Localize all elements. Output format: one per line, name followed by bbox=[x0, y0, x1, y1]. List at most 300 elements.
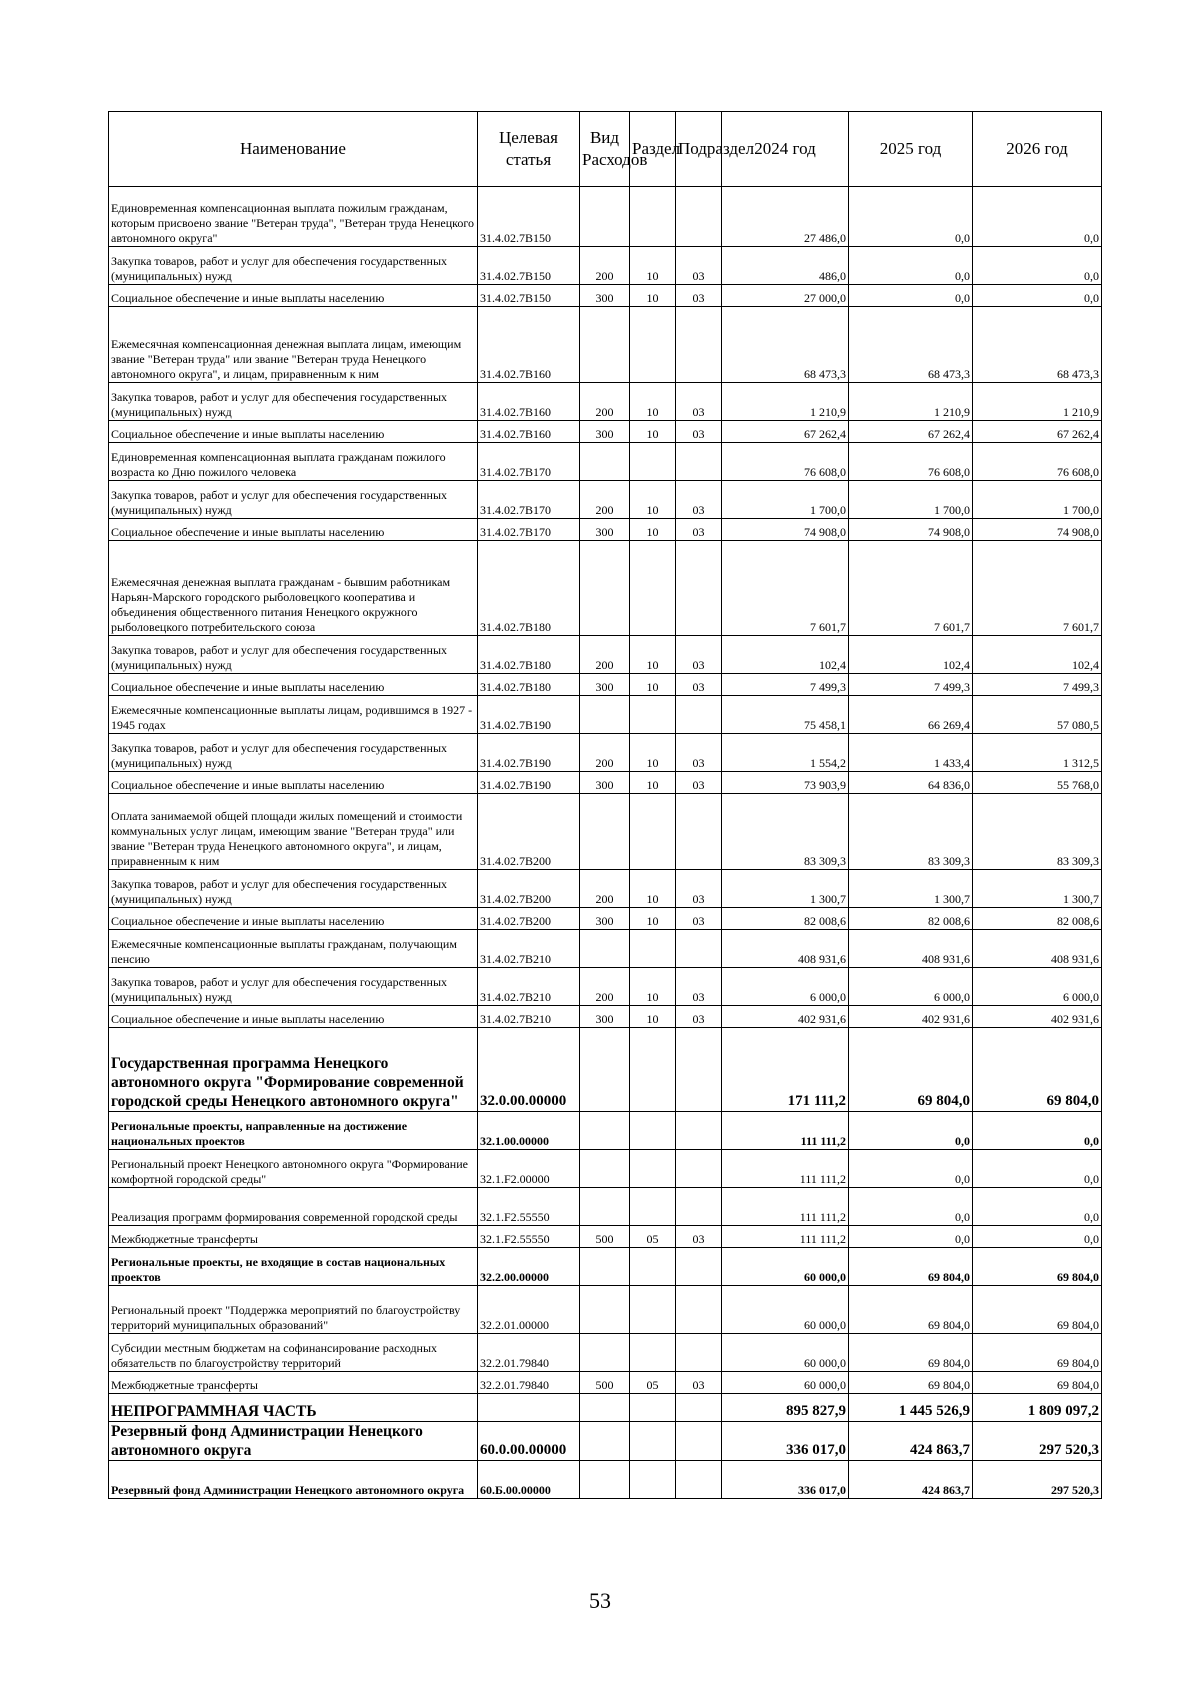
row-name: Региональные проекты, направленные на достижение национальных проектов bbox=[109, 1112, 478, 1150]
row-amount-2024: 171 111,2 bbox=[722, 1028, 849, 1112]
row-amount-2024: 60 000,0 bbox=[722, 1248, 849, 1286]
table-row bbox=[109, 541, 1102, 636]
table-row bbox=[109, 187, 1102, 247]
row-section: 10 bbox=[630, 285, 676, 307]
row-amount-2024: 1 700,0 bbox=[722, 481, 849, 519]
row-target-code: 32.1.F2.55550 bbox=[478, 1188, 580, 1226]
row-subsection bbox=[676, 1150, 722, 1188]
table-row bbox=[109, 1248, 1102, 1286]
row-target-code: 32.1.00.00000 bbox=[478, 1112, 580, 1150]
row-amount-2026: 69 804,0 bbox=[973, 1028, 1102, 1112]
table-row bbox=[109, 519, 1102, 541]
row-name: Ежемесячные компенсационные выплаты лицам, родившимся в 1927 - 1945 годах bbox=[109, 696, 478, 734]
row-name: Единовременная компенсационная выплата пожилым гражданам, которым присвоено звание "Ветеран труда", "Ветеран труда Ненецкого автономного округа" bbox=[109, 187, 478, 247]
row-expense-type bbox=[580, 187, 630, 247]
row-amount-2025: 7 601,7 bbox=[849, 541, 973, 636]
table-row bbox=[109, 636, 1102, 674]
row-subsection bbox=[676, 187, 722, 247]
header-year-2024: 2024 год bbox=[722, 112, 849, 187]
row-subsection: 03 bbox=[676, 674, 722, 696]
row-subsection: 03 bbox=[676, 772, 722, 794]
row-amount-2025: 0,0 bbox=[849, 285, 973, 307]
row-amount-2024: 1 300,7 bbox=[722, 870, 849, 908]
row-section bbox=[630, 1150, 676, 1188]
table-body bbox=[109, 187, 1102, 1499]
row-name: Закупка товаров, работ и услуг для обеспечения государственных (муниципальных) нужд bbox=[109, 870, 478, 908]
row-section bbox=[630, 187, 676, 247]
row-subsection: 03 bbox=[676, 870, 722, 908]
row-expense-type bbox=[580, 1334, 630, 1372]
row-amount-2024: 111 111,2 bbox=[722, 1150, 849, 1188]
row-expense-type bbox=[580, 1028, 630, 1112]
row-name: Социальное обеспечение и иные выплаты населению bbox=[109, 772, 478, 794]
row-amount-2026: 69 804,0 bbox=[973, 1372, 1102, 1394]
row-amount-2025: 7 499,3 bbox=[849, 674, 973, 696]
row-amount-2025: 402 931,6 bbox=[849, 1006, 973, 1028]
row-amount-2024: 111 111,2 bbox=[722, 1112, 849, 1150]
row-name: Социальное обеспечение и иные выплаты населению bbox=[109, 1006, 478, 1028]
row-amount-2025: 1 700,0 bbox=[849, 481, 973, 519]
row-expense-type: 500 bbox=[580, 1372, 630, 1394]
header-section: Раздел bbox=[630, 112, 676, 187]
row-expense-type: 200 bbox=[580, 968, 630, 1006]
row-amount-2025: 424 863,7 bbox=[849, 1461, 973, 1499]
row-amount-2026: 1 700,0 bbox=[973, 481, 1102, 519]
row-subsection: 03 bbox=[676, 1372, 722, 1394]
row-target-code: 31.4.02.7В190 bbox=[478, 696, 580, 734]
row-amount-2024: 27 486,0 bbox=[722, 187, 849, 247]
header-year-2026: 2026 год bbox=[973, 112, 1102, 187]
row-amount-2026: 82 008,6 bbox=[973, 908, 1102, 930]
row-target-code: 32.2.01.00000 bbox=[478, 1286, 580, 1334]
table-row bbox=[109, 307, 1102, 383]
row-expense-type bbox=[580, 930, 630, 968]
row-name: Ежемесячная компенсационная денежная выплата лицам, имеющим звание "Ветеран труда" или звание "Ветеран труда Ненецкого автономного округа", и лицам, приравненным к ним bbox=[109, 307, 478, 383]
row-section: 10 bbox=[630, 674, 676, 696]
table-row bbox=[109, 247, 1102, 285]
row-name: Социальное обеспечение и иные выплаты населению bbox=[109, 674, 478, 696]
row-name: Закупка товаров, работ и услуг для обеспечения государственных (муниципальных) нужд bbox=[109, 383, 478, 421]
row-subsection: 03 bbox=[676, 968, 722, 1006]
row-name: Социальное обеспечение и иные выплаты населению bbox=[109, 908, 478, 930]
row-amount-2024: 60 000,0 bbox=[722, 1334, 849, 1372]
row-subsection bbox=[676, 1112, 722, 1150]
row-expense-type bbox=[580, 1112, 630, 1150]
row-subsection bbox=[676, 1286, 722, 1334]
row-amount-2024: 76 608,0 bbox=[722, 443, 849, 481]
row-name: Региональный проект "Поддержка мероприятий по благоустройству территорий муниципальных образований" bbox=[109, 1286, 478, 1334]
table-row bbox=[109, 481, 1102, 519]
row-expense-type: 200 bbox=[580, 481, 630, 519]
row-amount-2026: 74 908,0 bbox=[973, 519, 1102, 541]
row-subsection: 03 bbox=[676, 519, 722, 541]
row-amount-2026: 69 804,0 bbox=[973, 1286, 1102, 1334]
table-row bbox=[109, 1006, 1102, 1028]
table-row bbox=[109, 1461, 1102, 1499]
row-name: Оплата занимаемой общей площади жилых помещений и стоимости коммунальных услуг лицам, имеющим звание "Ветеран труда" или звание "Ветеран труда Ненецкого автономного округа", и лицам, приравненным к ним bbox=[109, 794, 478, 870]
row-section bbox=[630, 1028, 676, 1112]
row-amount-2024: 486,0 bbox=[722, 247, 849, 285]
table-row bbox=[109, 1112, 1102, 1150]
row-section: 10 bbox=[630, 383, 676, 421]
row-subsection bbox=[676, 1394, 722, 1422]
table-row bbox=[109, 696, 1102, 734]
row-section: 10 bbox=[630, 908, 676, 930]
row-name: Закупка товаров, работ и услуг для обеспечения государственных (муниципальных) нужд bbox=[109, 968, 478, 1006]
row-target-code: 31.4.02.7В190 bbox=[478, 772, 580, 794]
table-header-row bbox=[109, 112, 1102, 187]
row-expense-type: 300 bbox=[580, 1006, 630, 1028]
row-section: 10 bbox=[630, 519, 676, 541]
row-expense-type bbox=[580, 696, 630, 734]
row-section: 10 bbox=[630, 481, 676, 519]
row-amount-2026: 0,0 bbox=[973, 285, 1102, 307]
row-name: Закупка товаров, работ и услуг для обеспечения государственных (муниципальных) нужд bbox=[109, 481, 478, 519]
table-row bbox=[109, 772, 1102, 794]
row-expense-type bbox=[580, 1248, 630, 1286]
row-amount-2024: 336 017,0 bbox=[722, 1422, 849, 1461]
row-amount-2025: 1 210,9 bbox=[849, 383, 973, 421]
row-subsection: 03 bbox=[676, 1226, 722, 1248]
table-row bbox=[109, 968, 1102, 1006]
table-row bbox=[109, 443, 1102, 481]
row-target-code: 31.4.02.7В160 bbox=[478, 421, 580, 443]
row-section bbox=[630, 1334, 676, 1372]
row-target-code: 60.Б.00.00000 bbox=[478, 1461, 580, 1499]
row-amount-2026: 1 300,7 bbox=[973, 870, 1102, 908]
row-amount-2025: 102,4 bbox=[849, 636, 973, 674]
row-subsection bbox=[676, 1188, 722, 1226]
row-name: Резервный фонд Администрации Ненецкого автономного округа bbox=[109, 1461, 478, 1499]
row-amount-2025: 66 269,4 bbox=[849, 696, 973, 734]
row-subsection: 03 bbox=[676, 383, 722, 421]
row-amount-2026: 297 520,3 bbox=[973, 1461, 1102, 1499]
row-subsection: 03 bbox=[676, 247, 722, 285]
table-row bbox=[109, 1394, 1102, 1422]
row-section: 10 bbox=[630, 1006, 676, 1028]
row-target-code: 31.4.02.7В180 bbox=[478, 674, 580, 696]
row-expense-type: 300 bbox=[580, 285, 630, 307]
row-amount-2025: 0,0 bbox=[849, 1150, 973, 1188]
row-expense-type: 300 bbox=[580, 908, 630, 930]
row-section: 05 bbox=[630, 1226, 676, 1248]
row-section: 10 bbox=[630, 968, 676, 1006]
row-section: 05 bbox=[630, 1372, 676, 1394]
row-amount-2026: 76 608,0 bbox=[973, 443, 1102, 481]
row-section bbox=[630, 930, 676, 968]
row-expense-type bbox=[580, 1422, 630, 1461]
row-amount-2026: 0,0 bbox=[973, 187, 1102, 247]
row-target-code: 32.0.00.00000 bbox=[478, 1028, 580, 1112]
row-expense-type bbox=[580, 1461, 630, 1499]
row-subsection bbox=[676, 1248, 722, 1286]
row-amount-2026: 102,4 bbox=[973, 636, 1102, 674]
row-amount-2026: 0,0 bbox=[973, 1188, 1102, 1226]
row-subsection: 03 bbox=[676, 1006, 722, 1028]
row-section bbox=[630, 541, 676, 636]
row-amount-2025: 83 309,3 bbox=[849, 794, 973, 870]
row-subsection: 03 bbox=[676, 908, 722, 930]
row-amount-2024: 75 458,1 bbox=[722, 696, 849, 734]
row-amount-2024: 895 827,9 bbox=[722, 1394, 849, 1422]
row-amount-2025: 0,0 bbox=[849, 187, 973, 247]
row-amount-2025: 69 804,0 bbox=[849, 1028, 973, 1112]
row-amount-2026: 0,0 bbox=[973, 247, 1102, 285]
row-amount-2024: 111 111,2 bbox=[722, 1226, 849, 1248]
row-amount-2026: 1 210,9 bbox=[973, 383, 1102, 421]
row-amount-2024: 336 017,0 bbox=[722, 1461, 849, 1499]
row-amount-2025: 64 836,0 bbox=[849, 772, 973, 794]
row-expense-type: 200 bbox=[580, 734, 630, 772]
table-row bbox=[109, 1150, 1102, 1188]
row-subsection: 03 bbox=[676, 285, 722, 307]
row-amount-2026: 67 262,4 bbox=[973, 421, 1102, 443]
row-section bbox=[630, 1394, 676, 1422]
row-section: 10 bbox=[630, 870, 676, 908]
table-row bbox=[109, 794, 1102, 870]
row-amount-2024: 1 554,2 bbox=[722, 734, 849, 772]
row-amount-2026: 55 768,0 bbox=[973, 772, 1102, 794]
row-amount-2026: 0,0 bbox=[973, 1226, 1102, 1248]
row-amount-2024: 67 262,4 bbox=[722, 421, 849, 443]
row-subsection: 03 bbox=[676, 636, 722, 674]
row-amount-2024: 74 908,0 bbox=[722, 519, 849, 541]
row-subsection bbox=[676, 307, 722, 383]
header-target-article: Целевая статья bbox=[478, 112, 580, 187]
row-amount-2024: 60 000,0 bbox=[722, 1372, 849, 1394]
row-expense-type: 200 bbox=[580, 383, 630, 421]
table-row bbox=[109, 1422, 1102, 1461]
row-expense-type: 200 bbox=[580, 870, 630, 908]
row-amount-2024: 82 008,6 bbox=[722, 908, 849, 930]
row-amount-2025: 6 000,0 bbox=[849, 968, 973, 1006]
row-amount-2025: 76 608,0 bbox=[849, 443, 973, 481]
row-name: Региональный проект Ненецкого автономного округа "Формирование комфортной городской среды" bbox=[109, 1150, 478, 1188]
row-amount-2026: 402 931,6 bbox=[973, 1006, 1102, 1028]
row-amount-2025: 0,0 bbox=[849, 1112, 973, 1150]
row-section bbox=[630, 696, 676, 734]
row-amount-2026: 1 312,5 bbox=[973, 734, 1102, 772]
row-target-code: 32.2.00.00000 bbox=[478, 1248, 580, 1286]
row-name: Межбюджетные трансферты bbox=[109, 1226, 478, 1248]
row-target-code: 60.0.00.00000 bbox=[478, 1422, 580, 1461]
row-target-code: 31.4.02.7В210 bbox=[478, 968, 580, 1006]
row-section: 10 bbox=[630, 247, 676, 285]
row-expense-type bbox=[580, 1150, 630, 1188]
row-section bbox=[630, 794, 676, 870]
table-row bbox=[109, 908, 1102, 930]
row-target-code bbox=[478, 1394, 580, 1422]
row-amount-2025: 0,0 bbox=[849, 1188, 973, 1226]
row-target-code: 31.4.02.7В180 bbox=[478, 636, 580, 674]
row-expense-type: 200 bbox=[580, 247, 630, 285]
row-name: Ежемесячная денежная выплата гражданам - бывшим работникам Нарьян-Марского городского рыболовецкого кооператива и объединения общественного питания Ненецкого окружного рыболовецкого потребительского союза bbox=[109, 541, 478, 636]
row-name: Ежемесячные компенсационные выплаты гражданам, получающим пенсию bbox=[109, 930, 478, 968]
row-section bbox=[630, 1248, 676, 1286]
row-expense-type bbox=[580, 307, 630, 383]
row-section: 10 bbox=[630, 772, 676, 794]
row-subsection: 03 bbox=[676, 421, 722, 443]
header-name: Наименование bbox=[109, 112, 478, 187]
row-amount-2026: 69 804,0 bbox=[973, 1334, 1102, 1372]
row-amount-2026: 7 601,7 bbox=[973, 541, 1102, 636]
row-amount-2024: 408 931,6 bbox=[722, 930, 849, 968]
row-amount-2025: 69 804,0 bbox=[849, 1286, 973, 1334]
row-name: Государственная программа Ненецкого автономного округа "Формирование современной городской среды Ненецкого автономного округа" bbox=[109, 1028, 478, 1112]
row-target-code: 31.4.02.7В170 bbox=[478, 443, 580, 481]
row-amount-2025: 0,0 bbox=[849, 1226, 973, 1248]
row-target-code: 31.4.02.7В150 bbox=[478, 187, 580, 247]
row-name: НЕПРОГРАММНАЯ ЧАСТЬ bbox=[109, 1394, 478, 1422]
table-row bbox=[109, 674, 1102, 696]
table-row bbox=[109, 383, 1102, 421]
budget-table bbox=[108, 111, 1102, 1499]
row-target-code: 31.4.02.7В210 bbox=[478, 1006, 580, 1028]
row-amount-2024: 402 931,6 bbox=[722, 1006, 849, 1028]
row-amount-2025: 67 262,4 bbox=[849, 421, 973, 443]
row-subsection bbox=[676, 1461, 722, 1499]
row-target-code: 32.2.01.79840 bbox=[478, 1372, 580, 1394]
row-amount-2026: 57 080,5 bbox=[973, 696, 1102, 734]
row-name: Социальное обеспечение и иные выплаты населению bbox=[109, 285, 478, 307]
row-target-code: 31.4.02.7В170 bbox=[478, 519, 580, 541]
row-amount-2026: 297 520,3 bbox=[973, 1422, 1102, 1461]
row-subsection bbox=[676, 443, 722, 481]
row-target-code: 31.4.02.7В180 bbox=[478, 541, 580, 636]
row-amount-2025: 69 804,0 bbox=[849, 1372, 973, 1394]
row-target-code: 32.2.01.79840 bbox=[478, 1334, 580, 1372]
row-amount-2026: 83 309,3 bbox=[973, 794, 1102, 870]
row-name: Социальное обеспечение и иные выплаты населению bbox=[109, 519, 478, 541]
row-amount-2024: 7 499,3 bbox=[722, 674, 849, 696]
table-row bbox=[109, 1188, 1102, 1226]
row-subsection bbox=[676, 930, 722, 968]
row-name: Реализация программ формирования современной городской среды bbox=[109, 1188, 478, 1226]
row-target-code: 31.4.02.7В200 bbox=[478, 870, 580, 908]
row-amount-2025: 408 931,6 bbox=[849, 930, 973, 968]
header-year-2025: 2025 год bbox=[849, 112, 973, 187]
row-amount-2025: 1 445 526,9 bbox=[849, 1394, 973, 1422]
row-section: 10 bbox=[630, 734, 676, 772]
row-target-code: 32.1.F2.00000 bbox=[478, 1150, 580, 1188]
row-amount-2026: 0,0 bbox=[973, 1112, 1102, 1150]
table-row bbox=[109, 1028, 1102, 1112]
row-expense-type bbox=[580, 1286, 630, 1334]
table-row bbox=[109, 421, 1102, 443]
row-name: Закупка товаров, работ и услуг для обеспечения государственных (муниципальных) нужд bbox=[109, 247, 478, 285]
row-amount-2025: 69 804,0 bbox=[849, 1248, 973, 1286]
row-expense-type: 300 bbox=[580, 674, 630, 696]
row-amount-2026: 7 499,3 bbox=[973, 674, 1102, 696]
row-amount-2025: 68 473,3 bbox=[849, 307, 973, 383]
row-expense-type: 300 bbox=[580, 421, 630, 443]
row-target-code: 31.4.02.7В160 bbox=[478, 383, 580, 421]
row-target-code: 31.4.02.7В200 bbox=[478, 794, 580, 870]
row-subsection: 03 bbox=[676, 734, 722, 772]
row-target-code: 31.4.02.7В190 bbox=[478, 734, 580, 772]
row-amount-2026: 0,0 bbox=[973, 1150, 1102, 1188]
row-expense-type bbox=[580, 1394, 630, 1422]
row-subsection bbox=[676, 541, 722, 636]
row-subsection bbox=[676, 794, 722, 870]
table-row bbox=[109, 734, 1102, 772]
row-amount-2026: 69 804,0 bbox=[973, 1248, 1102, 1286]
row-target-code: 31.4.02.7В150 bbox=[478, 247, 580, 285]
row-target-code: 31.4.02.7В200 bbox=[478, 908, 580, 930]
row-expense-type bbox=[580, 794, 630, 870]
header-expense-type: Вид Расходов bbox=[580, 112, 630, 187]
row-amount-2024: 73 903,9 bbox=[722, 772, 849, 794]
row-expense-type: 300 bbox=[580, 519, 630, 541]
row-section bbox=[630, 443, 676, 481]
page-number: 53 bbox=[589, 1588, 611, 1613]
row-amount-2024: 102,4 bbox=[722, 636, 849, 674]
row-amount-2024: 1 210,9 bbox=[722, 383, 849, 421]
row-amount-2024: 83 309,3 bbox=[722, 794, 849, 870]
row-name: Закупка товаров, работ и услуг для обеспечения государственных (муниципальных) нужд bbox=[109, 734, 478, 772]
row-amount-2024: 6 000,0 bbox=[722, 968, 849, 1006]
row-amount-2024: 60 000,0 bbox=[722, 1286, 849, 1334]
row-amount-2024: 7 601,7 bbox=[722, 541, 849, 636]
row-section: 10 bbox=[630, 636, 676, 674]
row-section bbox=[630, 307, 676, 383]
row-name: Субсидии местным бюджетам на софинансирование расходных обязательств по благоустройству территорий bbox=[109, 1334, 478, 1372]
row-amount-2025: 69 804,0 bbox=[849, 1334, 973, 1372]
table-row bbox=[109, 285, 1102, 307]
row-amount-2026: 1 809 097,2 bbox=[973, 1394, 1102, 1422]
table-row bbox=[109, 930, 1102, 968]
table-row bbox=[109, 1226, 1102, 1248]
row-subsection bbox=[676, 696, 722, 734]
row-target-code: 31.4.02.7В170 bbox=[478, 481, 580, 519]
row-name: Социальное обеспечение и иные выплаты населению bbox=[109, 421, 478, 443]
row-name: Резервный фонд Администрации Ненецкого автономного округа bbox=[109, 1422, 478, 1461]
row-name: Закупка товаров, работ и услуг для обеспечения государственных (муниципальных) нужд bbox=[109, 636, 478, 674]
row-subsection bbox=[676, 1422, 722, 1461]
row-section bbox=[630, 1286, 676, 1334]
row-section bbox=[630, 1112, 676, 1150]
row-name: Межбюджетные трансферты bbox=[109, 1372, 478, 1394]
row-amount-2026: 408 931,6 bbox=[973, 930, 1102, 968]
row-expense-type: 300 bbox=[580, 772, 630, 794]
row-section bbox=[630, 1188, 676, 1226]
row-subsection: 03 bbox=[676, 481, 722, 519]
row-amount-2025: 0,0 bbox=[849, 247, 973, 285]
row-amount-2026: 6 000,0 bbox=[973, 968, 1102, 1006]
row-target-code: 31.4.02.7В160 bbox=[478, 307, 580, 383]
row-target-code: 31.4.02.7В210 bbox=[478, 930, 580, 968]
row-section bbox=[630, 1461, 676, 1499]
row-name: Региональные проекты, не входящие в состав национальных проектов bbox=[109, 1248, 478, 1286]
table-row bbox=[109, 1372, 1102, 1394]
row-expense-type bbox=[580, 541, 630, 636]
row-subsection bbox=[676, 1334, 722, 1372]
row-expense-type: 500 bbox=[580, 1226, 630, 1248]
row-subsection bbox=[676, 1028, 722, 1112]
row-amount-2025: 1 433,4 bbox=[849, 734, 973, 772]
row-amount-2025: 424 863,7 bbox=[849, 1422, 973, 1461]
table-row bbox=[109, 1286, 1102, 1334]
row-amount-2025: 82 008,6 bbox=[849, 908, 973, 930]
table-row bbox=[109, 870, 1102, 908]
row-amount-2024: 27 000,0 bbox=[722, 285, 849, 307]
header-subsection: Подраздел bbox=[676, 112, 722, 187]
row-expense-type bbox=[580, 1188, 630, 1226]
row-amount-2024: 111 111,2 bbox=[722, 1188, 849, 1226]
row-section bbox=[630, 1422, 676, 1461]
table-row bbox=[109, 1334, 1102, 1372]
row-target-code: 31.4.02.7В150 bbox=[478, 285, 580, 307]
